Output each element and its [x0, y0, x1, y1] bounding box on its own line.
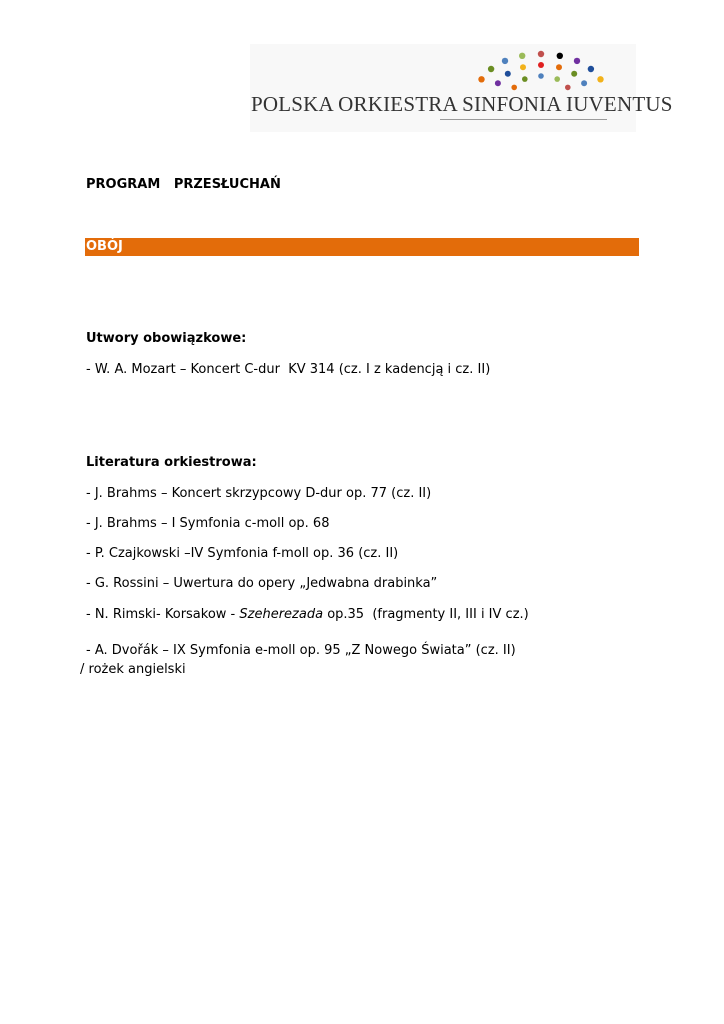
orchestral-item-rimski: [86, 607, 529, 623]
orchestral-item-tchaikovsky: - P. Czajkowski –IV Symfonia f-moll op. 36 (cz. II): [86, 546, 399, 561]
rimski-prefix: - N. Rimski- Korsakow -: [86, 607, 240, 622]
logo-dot: [571, 71, 577, 77]
page-title: PROGRAM PRZESŁUCHAŃ: [86, 177, 281, 192]
rimski-title: Szeherezada: [239, 607, 324, 622]
mandatory-heading: Utwory obowiązkowe:: [86, 331, 247, 346]
orchestral-item-brahms-symphony: - J. Brahms – I Symfonia c-moll op. 68: [86, 516, 330, 531]
logo-text: POLSKA ORKIESTRA SINFONIA IUVENTUS: [251, 92, 673, 116]
orchestral-item-rossini: - G. Rossini – Uwertura do opery „Jedwabna drabinka”: [86, 576, 438, 591]
logo-dots-icon: [471, 48, 611, 92]
logo-dot: [495, 80, 501, 86]
orchestral-item-dvorak-note: / rożek angielski: [80, 662, 186, 677]
logo-dot: [588, 66, 594, 72]
logo-dot: [502, 58, 508, 64]
logo-dot: [505, 71, 511, 77]
logo-dot: [522, 76, 528, 82]
orchestral-item-brahms-concerto: - J. Brahms – Koncert skrzypcowy D-dur op. 77 (cz. II): [86, 486, 432, 501]
logo-dot: [538, 73, 544, 79]
logo-dot: [557, 53, 563, 59]
logo-dot: [520, 64, 526, 70]
instrument-label: OBÓJ: [86, 239, 123, 254]
logo-dot: [538, 62, 544, 68]
logo-dot: [597, 76, 603, 82]
logo-dot: [511, 85, 517, 91]
instrument-bar: [85, 238, 639, 256]
logo-rule: [440, 119, 607, 120]
logo-dot: [538, 51, 544, 57]
logo-dot: [556, 64, 562, 70]
logo-dot: [519, 53, 525, 59]
logo-dot: [488, 66, 494, 72]
logo-dot: [574, 58, 580, 64]
rimski-suffix: op.35 (fragmenty II, III i IV cz.): [323, 607, 529, 622]
logo-dot: [478, 76, 484, 82]
logo-dot: [554, 76, 560, 82]
orchestra-logo: [250, 44, 673, 132]
mandatory-item: - W. A. Mozart – Koncert C-dur KV 314 (cz. I z kadencją i cz. II): [86, 362, 491, 377]
orchestral-item-dvorak: - A. Dvořák – IX Symfonia e-moll op. 95 „Z Nowego Świata” (cz. II): [86, 643, 516, 658]
orchestral-heading: Literatura orkiestrowa:: [86, 455, 257, 470]
logo-dot: [565, 85, 571, 91]
logo-dot: [581, 80, 587, 86]
